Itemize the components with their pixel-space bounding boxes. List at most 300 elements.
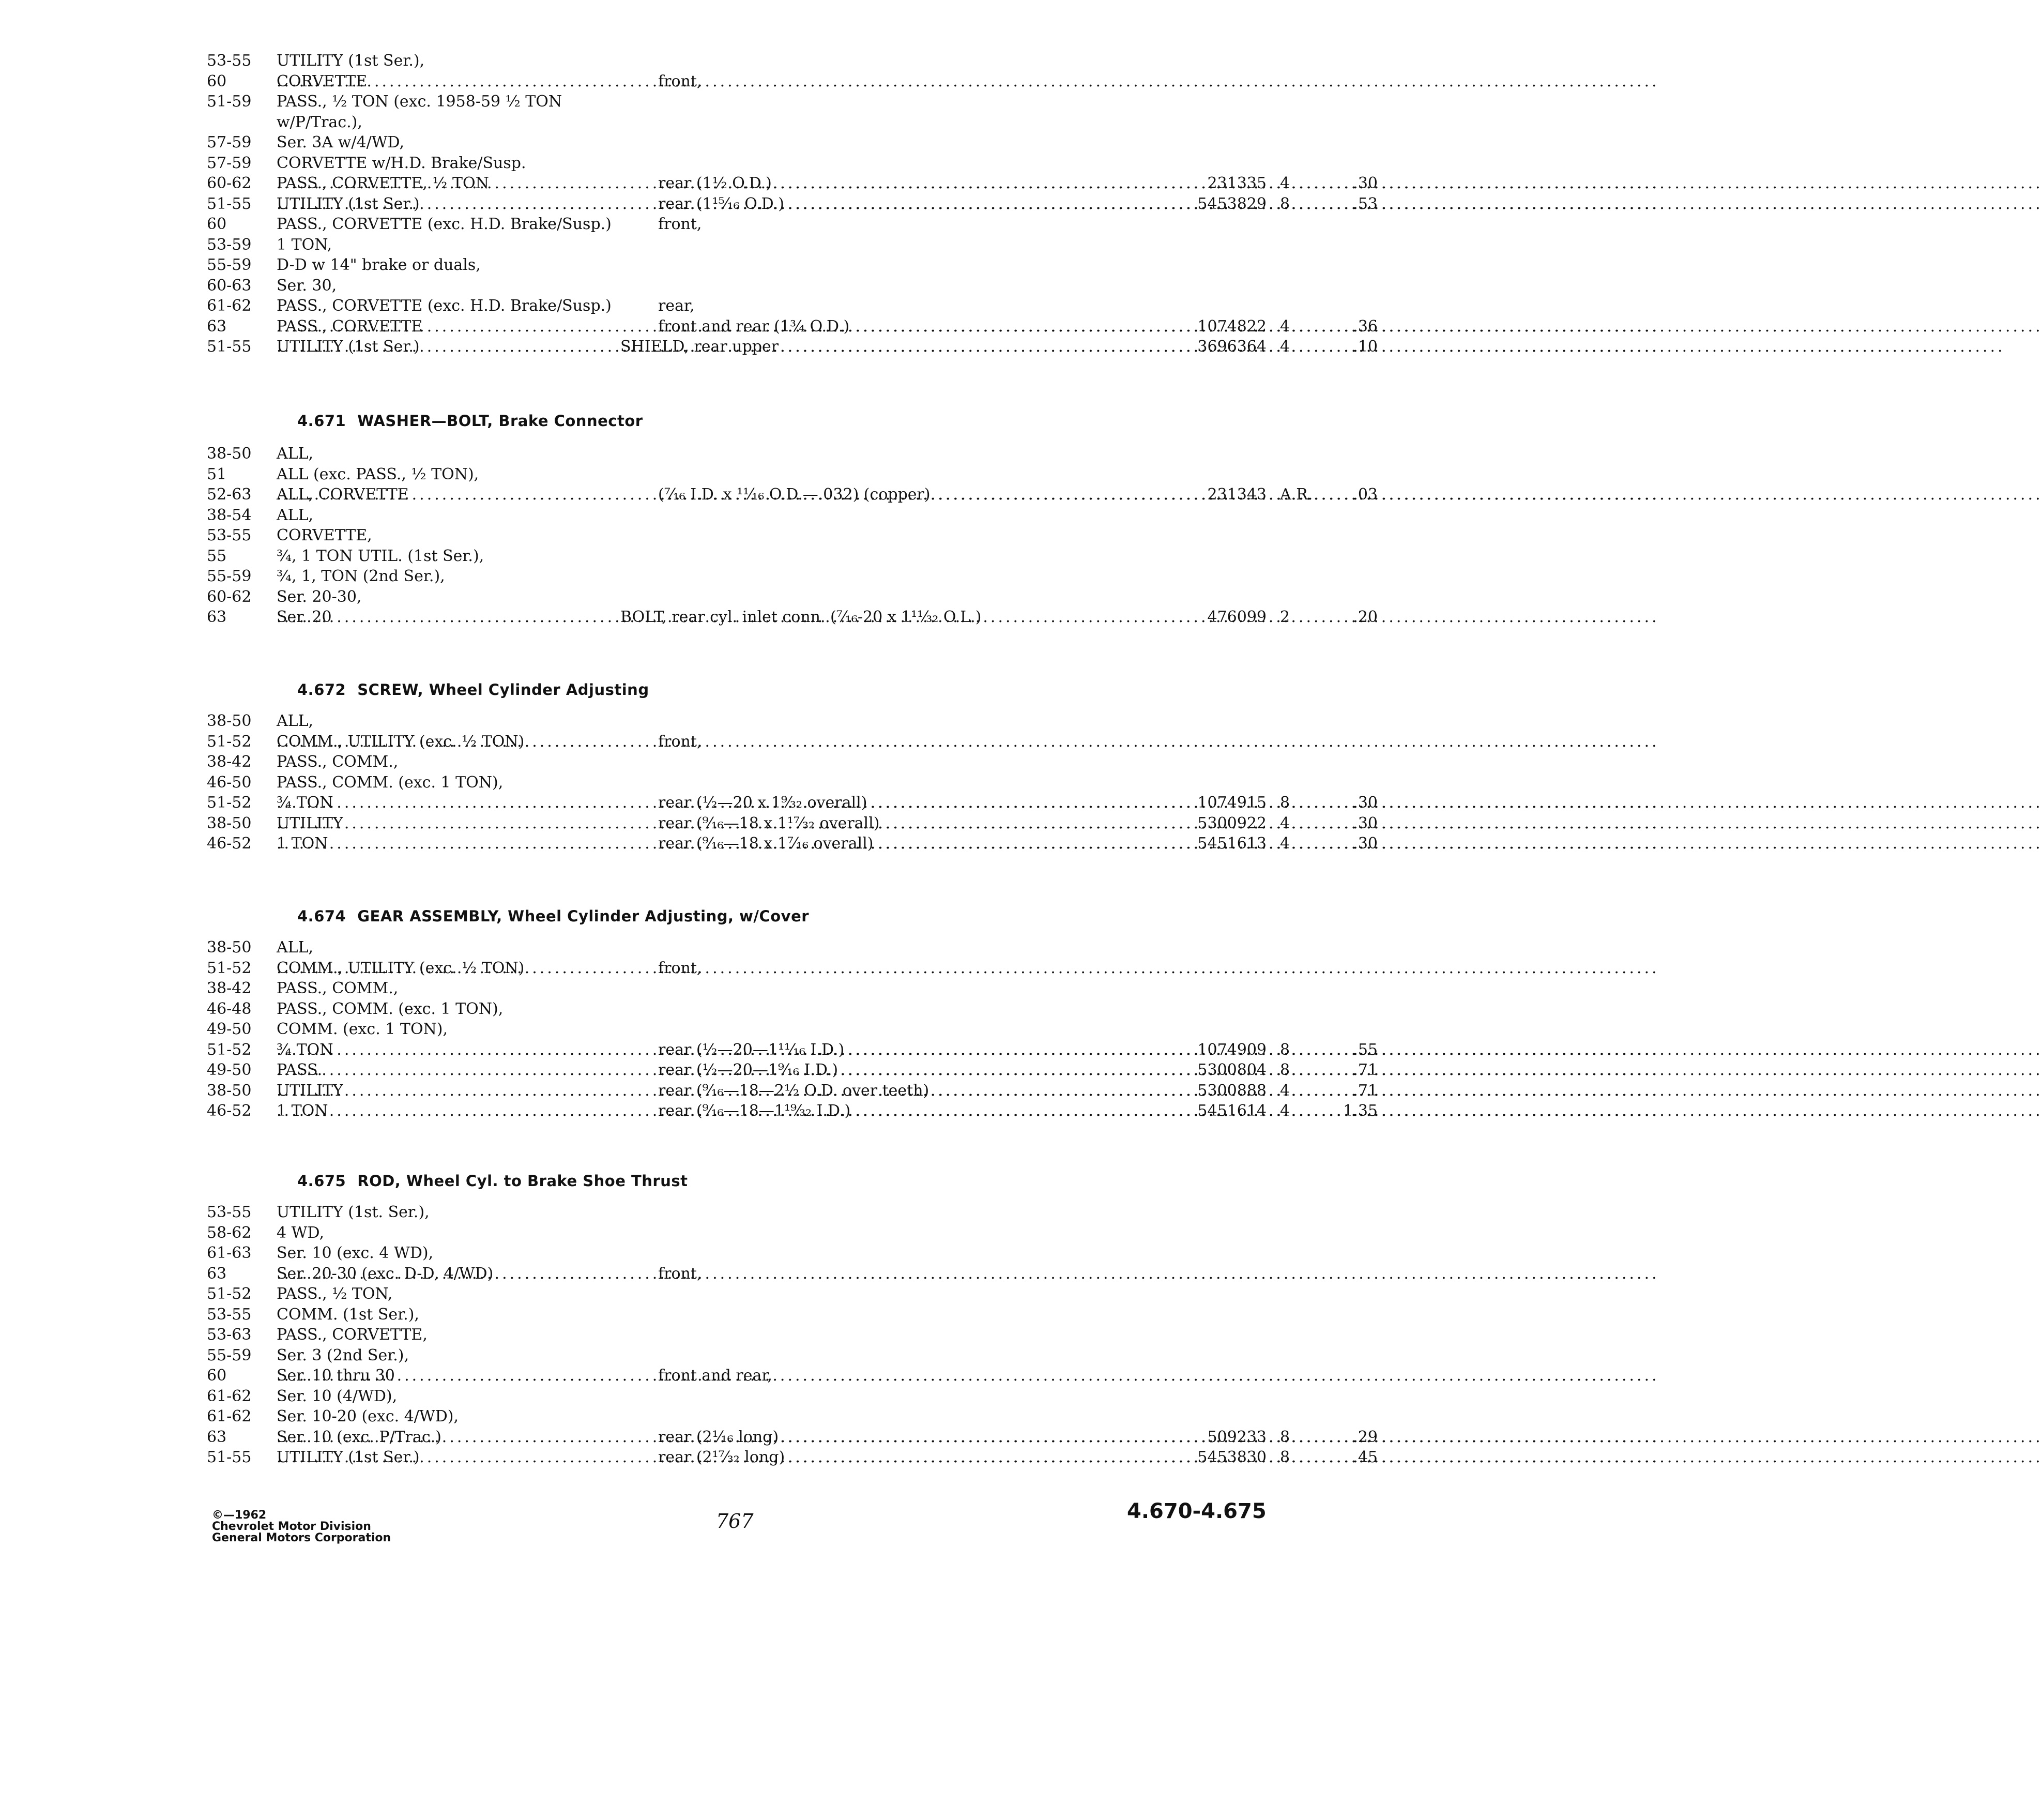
table-row [196, 793, 1378, 813]
model-cell [277, 525, 784, 546]
heading-title: WASHER—BOLT, Brake Connector [357, 412, 643, 430]
model-cell [277, 235, 784, 255]
model-text: Ser. 10 (exc. P/Trac.) [277, 1428, 441, 1446]
model-cell [277, 153, 784, 174]
description-text: rear (1¹⁵⁄₁₆ O.D.) [658, 194, 784, 213]
model-text: Ser. 20-30 (exc. D-D, 4/WD) [277, 1264, 494, 1283]
table-row [196, 444, 1179, 464]
description-cell [658, 958, 1090, 979]
year-range: 51-55 [207, 194, 252, 213]
year-range: 55-59 [207, 1346, 252, 1364]
description-cell [620, 337, 1090, 357]
model-text: CORVETTE, [277, 526, 372, 544]
year-range: 55 [207, 547, 227, 565]
price: .30 [1353, 794, 1378, 812]
quantity: 4 [1280, 338, 1290, 356]
part-number: 1074915 [1197, 794, 1267, 812]
quantity: 4 [1280, 317, 1290, 336]
year-range: 38-50 [207, 712, 252, 730]
description-text: front, [658, 72, 702, 90]
description-cell [658, 732, 1090, 752]
description-text: rear (⁹⁄₁₆—18—2½ O.D. over teeth) [658, 1081, 929, 1100]
model-cell [277, 587, 784, 608]
price: .20 [1353, 608, 1378, 626]
year-range: 60-62 [207, 174, 252, 192]
description-text: rear (1½ O.D.) [658, 174, 772, 192]
model-text: 1 TON [277, 835, 328, 853]
model-cell [277, 112, 784, 133]
model-text: PASS., CORVETTE, ½ TON [277, 174, 489, 192]
description-cell [658, 194, 1090, 215]
year-range: 60-63 [207, 276, 252, 295]
quantity: 4 [1280, 835, 1290, 853]
table-row [196, 937, 1179, 958]
model-cell [277, 937, 784, 958]
model-text: Ser. 30, [277, 276, 337, 295]
model-text: 4 WD, [277, 1223, 324, 1242]
table-row [196, 71, 1179, 92]
table-row [196, 132, 1179, 153]
table-row [196, 711, 1179, 732]
description-text: front, [658, 215, 702, 233]
price: .36 [1353, 317, 1378, 336]
table-row [196, 1345, 1179, 1366]
year-range: 52-63 [207, 486, 252, 504]
table-row [196, 1223, 1179, 1243]
description-text: rear (½—20 x 1⁹⁄₃₂ overall) [658, 794, 867, 812]
quantity: 8 [1280, 1061, 1290, 1079]
model-text: UTILITY (1st. Ser.), [277, 1203, 430, 1221]
table-row [196, 999, 1179, 1020]
table-row [196, 316, 1378, 337]
year-range: 38-42 [207, 753, 252, 771]
copyright-block [212, 1510, 391, 1544]
price: 1.35 [1343, 1102, 1378, 1120]
price: .30 [1353, 835, 1378, 853]
part-number: 5451614 [1197, 1102, 1267, 1120]
year-range: 46-52 [207, 835, 252, 853]
table-row [196, 607, 1378, 628]
table-row [196, 1081, 1378, 1101]
model-text: COMM. (1st Ser.), [277, 1305, 419, 1324]
table-row [196, 546, 1179, 567]
description-text: rear (⁹⁄₁₆—18—1¹⁹⁄₃₂ I.D.) [658, 1102, 851, 1120]
year-range: 63 [207, 1264, 227, 1283]
price: .71 [1353, 1081, 1378, 1100]
description-cell [658, 1040, 1090, 1060]
description-cell [658, 1081, 1090, 1101]
description-text: rear (2¹⁄₁₆ long) [658, 1428, 779, 1446]
description-text: rear (½—20—1⁹⁄₁₆ I.D.) [658, 1061, 838, 1079]
model-text: ALL, [277, 445, 314, 463]
description-cell [658, 214, 1090, 235]
description-cell [658, 71, 1090, 92]
price: .55 [1353, 1040, 1378, 1059]
part-number: 5300804 [1197, 1061, 1267, 1079]
year-range: 57-59 [207, 133, 252, 151]
model-cell [277, 546, 784, 567]
year-range: 38-50 [207, 1081, 252, 1100]
year-range: 63 [207, 1428, 227, 1446]
model-cell [277, 505, 784, 526]
model-cell [277, 1019, 784, 1040]
year-range: 51-52 [207, 959, 252, 977]
table-row [196, 833, 1378, 854]
description-cell [658, 173, 1090, 194]
part-number: 1074822 [1197, 317, 1267, 336]
table-row [196, 1305, 1179, 1325]
model-text: PASS., ½ TON, [277, 1285, 393, 1303]
description-cell [658, 833, 1090, 854]
heading-number: 4.671 [297, 412, 346, 430]
model-text: PASS., CORVETTE (exc. H.D. Brake/Susp.) [277, 215, 612, 233]
table-row [196, 214, 1179, 235]
quantity: 8 [1280, 194, 1290, 213]
description-cell [658, 296, 1090, 316]
price: .29 [1353, 1428, 1378, 1446]
table-row [196, 92, 1179, 112]
year-range: 53-55 [207, 52, 252, 70]
model-text: ALL, [277, 712, 314, 730]
model-text: ALL, [277, 938, 314, 957]
part-number: 5300888 [1197, 1081, 1267, 1100]
description-cell [658, 793, 1090, 813]
description-text: rear, [658, 297, 695, 315]
year-range: 51-52 [207, 794, 252, 812]
year-range: 61-62 [207, 1407, 252, 1425]
year-range: 38-42 [207, 979, 252, 997]
table-row [196, 1325, 1179, 1345]
quantity: 8 [1280, 1428, 1290, 1446]
table-row [196, 587, 1179, 608]
price: .45 [1353, 1448, 1378, 1466]
year-range: 51-55 [207, 1448, 252, 1466]
quantity: 4 [1280, 1102, 1290, 1120]
model-text: ALL, [277, 506, 314, 524]
description-cell [658, 484, 1090, 505]
model-text: CORVETTE w/H.D. Brake/Susp. [277, 154, 526, 172]
model-text: PASS., COMM. (exc. 1 TON), [277, 773, 504, 792]
part-number: 231335 [1207, 174, 1267, 192]
quantity: 8 [1280, 794, 1290, 812]
quantity: 4 [1280, 814, 1290, 832]
table-row [196, 296, 1179, 316]
table-row [196, 464, 1179, 485]
year-range: 60-62 [207, 587, 252, 606]
model-text: PASS., CORVETTE (exc. H.D. Brake/Susp.) [277, 297, 612, 315]
table-row [196, 1386, 1179, 1407]
model-cell [277, 1406, 784, 1427]
year-range: 53-55 [207, 526, 252, 544]
model-text: Ser. 10 thru 30 [277, 1367, 395, 1385]
model-text: Ser. 10 (4/WD), [277, 1387, 398, 1405]
year-range: 53-55 [207, 1203, 252, 1221]
table-row [196, 1427, 1378, 1448]
model-cell [277, 1243, 784, 1264]
description-cell [658, 1101, 1090, 1121]
model-text: ¾, 1 TON UTIL. (1st Ser.), [277, 547, 484, 565]
part-number: 5453829 [1197, 194, 1267, 213]
year-range: 63 [207, 317, 227, 336]
price: .71 [1353, 1061, 1378, 1079]
model-text: UTILITY (1st Ser.) [277, 1448, 420, 1466]
price: .53 [1353, 194, 1378, 213]
section-4-671 [196, 444, 1378, 628]
section-range: 4.670-4.675 [1127, 1499, 1267, 1523]
heading-number: 4.672 [297, 681, 346, 699]
table-row [196, 1202, 1179, 1223]
description-text: rear (½—20—1¹¹⁄₁₆ I.D.) [658, 1040, 845, 1059]
description-text: rear (⁹⁄₁₆—18 x 1¹⁷⁄₃₂ overall) [658, 814, 880, 832]
year-range: 60 [207, 215, 227, 233]
section-heading-4-674 [297, 907, 809, 925]
model-cell [277, 255, 784, 276]
table-row [196, 958, 1179, 979]
description-cell [658, 1427, 1090, 1448]
section-4-670 [196, 51, 1378, 357]
table-row [196, 1243, 1179, 1264]
model-text: UTILITY (1st Ser.), [277, 52, 425, 70]
model-text: PASS., COMM. (exc. 1 TON), [277, 999, 504, 1018]
model-cell [277, 92, 784, 112]
section-4-675 [196, 1202, 1378, 1468]
quantity: 4 [1280, 174, 1290, 192]
year-range: 63 [207, 608, 227, 626]
model-text: ¾ TON [277, 1040, 333, 1059]
year-range: 55-59 [207, 567, 252, 585]
model-text: w/P/Trac.), [277, 113, 362, 131]
year-range: 60 [207, 1367, 227, 1385]
year-range: 46-52 [207, 1102, 252, 1120]
year-range: 53-55 [207, 1305, 252, 1324]
year-range: 46-48 [207, 999, 252, 1018]
section-heading-4-671 [297, 412, 643, 430]
table-row [196, 112, 1179, 133]
description-cell [658, 1366, 1090, 1386]
model-text: 1 TON, [277, 235, 332, 254]
table-row [196, 194, 1378, 215]
model-cell [277, 1386, 784, 1407]
model-text: D-D w 14" brake or duals, [277, 256, 481, 274]
table-row [196, 51, 1179, 71]
quantity: 8 [1280, 1040, 1290, 1059]
model-cell [277, 1325, 784, 1345]
model-text: PASS., ½ TON (exc. 1958-59 ½ TON [277, 93, 562, 111]
page-number: 767 [716, 1510, 754, 1533]
price: .30 [1353, 174, 1378, 192]
description-text: front, [658, 732, 702, 751]
part-number: 231343 [1207, 486, 1267, 504]
copyright-year: ©—1962 [212, 1509, 267, 1522]
model-cell [277, 1202, 784, 1223]
year-range: 61-62 [207, 297, 252, 315]
table-row [196, 505, 1179, 526]
description-cell [658, 1447, 1090, 1468]
model-cell [277, 444, 784, 464]
model-cell [277, 1284, 784, 1305]
model-text: ¾ TON [277, 794, 333, 812]
quantity: 4 [1280, 1081, 1290, 1100]
price: .30 [1353, 814, 1378, 832]
model-cell [277, 51, 784, 71]
description-cell [658, 813, 1090, 834]
year-range: 46-50 [207, 773, 252, 792]
part-number: 1074909 [1197, 1040, 1267, 1059]
table-row [196, 235, 1179, 255]
part-number: 509233 [1207, 1428, 1267, 1446]
description-text: SHIELD, rear upper [620, 338, 779, 356]
year-range: 38-50 [207, 938, 252, 957]
quantity: 2 [1280, 608, 1290, 626]
table-row [196, 1447, 1378, 1468]
model-cell [277, 978, 784, 999]
year-range: 61-62 [207, 1387, 252, 1405]
table-row [196, 772, 1179, 793]
heading-title: GEAR ASSEMBLY, Wheel Cylinder Adjusting, w/Cover [357, 907, 810, 925]
table-row [196, 1264, 1179, 1284]
year-range: 51-52 [207, 1285, 252, 1303]
model-text: PASS., CORVETTE, [277, 1326, 428, 1344]
part-number: 476099 [1207, 608, 1267, 626]
table-row [196, 1040, 1378, 1060]
table-row [196, 566, 1179, 587]
description-text: (⁷⁄₁₆ I.D. x ¹¹⁄₁₆ O.D.—.032) (copper) [658, 486, 931, 504]
table-row [196, 1366, 1179, 1386]
year-range: 49-50 [207, 1020, 252, 1038]
heading-number: 4.674 [297, 907, 346, 925]
copyright-corporation: General Motors Corporation [212, 1531, 391, 1544]
description-text: front, [658, 1264, 702, 1283]
part-number: 5300922 [1197, 814, 1267, 832]
model-text: Ser. 3A w/4/WD, [277, 133, 405, 151]
year-range: 51-52 [207, 732, 252, 751]
description-cell [658, 1060, 1090, 1081]
table-row [196, 978, 1179, 999]
model-cell [277, 566, 784, 587]
table-row [196, 525, 1179, 546]
year-range: 38-50 [207, 814, 252, 832]
model-text: PASS. [277, 1061, 323, 1079]
section-heading-4-672 [297, 681, 649, 699]
model-text: PASS., CORVETTE [277, 317, 423, 336]
description-cell [658, 316, 1090, 337]
price: .10 [1353, 338, 1378, 356]
year-range: 38-50 [207, 445, 252, 463]
table-row [196, 1406, 1179, 1427]
model-cell [277, 276, 784, 296]
model-cell [277, 752, 784, 772]
table-row [196, 1060, 1378, 1081]
model-cell [277, 1305, 784, 1325]
part-number: 5451613 [1197, 835, 1267, 853]
model-text: UTILITY (1st Ser.) [277, 194, 420, 213]
model-cell [277, 711, 784, 732]
model-text: Ser. 20-30, [277, 587, 362, 606]
quantity: A.R. [1280, 486, 1313, 504]
quantity: 8 [1280, 1448, 1290, 1466]
model-text: PASS., COMM., [277, 753, 399, 771]
heading-title: SCREW, Wheel Cylinder Adjusting [357, 681, 649, 699]
year-range: 51-59 [207, 93, 252, 111]
model-cell [277, 1223, 784, 1243]
year-range: 49-50 [207, 1061, 252, 1079]
description-text: front and rear (1¾ O.D.) [658, 317, 850, 336]
description-text: front and rear, [658, 1367, 772, 1385]
model-text: Ser. 3 (2nd Ser.), [277, 1346, 409, 1364]
model-cell [277, 464, 784, 485]
model-text: ALL (exc. PASS., ½ TON), [277, 465, 479, 483]
year-range: 38-54 [207, 506, 252, 524]
model-cell [277, 999, 784, 1020]
description-text: BOLT, rear cyl. inlet conn. (⁷⁄₁₆-20 x 1¹¹⁄₃₂ O.L.) [620, 608, 982, 626]
description-text: rear (⁹⁄₁₆—18 x 1⁷⁄₁₆ overall) [658, 835, 874, 853]
copyright-division: Chevrolet Motor Division [212, 1520, 371, 1533]
table-row [196, 1101, 1378, 1121]
year-range: 51-52 [207, 1040, 252, 1059]
heading-title: ROD, Wheel Cyl. to Brake Shoe Thrust [357, 1172, 688, 1190]
model-cell [277, 1345, 784, 1366]
table-row [196, 276, 1179, 296]
model-text: UTILITY [277, 814, 343, 832]
model-text: COMM. (exc. 1 TON), [277, 1020, 448, 1038]
year-range: 53-59 [207, 235, 252, 254]
year-range: 58-62 [207, 1223, 252, 1242]
description-text: front, [658, 959, 702, 977]
model-text: Ser. 10 (exc. 4 WD), [277, 1244, 434, 1262]
description-cell [620, 607, 1090, 628]
section-4-672 [196, 711, 1378, 854]
table-row [196, 255, 1179, 276]
part-number: 5453830 [1197, 1448, 1267, 1466]
year-range: 60 [207, 72, 227, 90]
year-range: 51 [207, 465, 227, 483]
model-cell [277, 772, 784, 793]
table-row [196, 813, 1378, 834]
model-text: 1 TON [277, 1102, 328, 1120]
section-heading-4-675 [297, 1172, 688, 1190]
price: .03 [1353, 486, 1378, 504]
model-text: Ser. 20 [277, 608, 332, 626]
section-4-674 [196, 937, 1378, 1121]
table-row [196, 173, 1378, 194]
table-row [196, 337, 1378, 357]
heading-number: 4.675 [297, 1172, 346, 1190]
model-text: UTILITY (1st Ser.) [277, 338, 420, 356]
table-row [196, 752, 1179, 772]
table-row [196, 484, 1378, 505]
model-text: Ser. 10-20 (exc. 4/WD), [277, 1407, 459, 1425]
year-range: 55-59 [207, 256, 252, 274]
table-row [196, 153, 1179, 174]
year-range: 57-59 [207, 154, 252, 172]
model-text: COMM., UTILITY (exc. ½ TON) [277, 732, 525, 751]
description-text: rear (2¹⁷⁄₃₂ long) [658, 1448, 785, 1466]
model-text: COMM., UTILITY (exc. ½ TON) [277, 959, 525, 977]
year-range: 51-55 [207, 338, 252, 356]
table-row [196, 1284, 1179, 1305]
model-text: PASS., COMM., [277, 979, 399, 997]
model-text: ¾, 1, TON (2nd Ser.), [277, 567, 445, 585]
description-cell [658, 1264, 1090, 1284]
table-row [196, 732, 1179, 752]
model-cell [277, 132, 784, 153]
year-range: 61-63 [207, 1244, 252, 1262]
model-text: CORVETTE [277, 72, 368, 90]
part-number: 3696364 [1197, 338, 1267, 356]
table-row [196, 1019, 1179, 1040]
model-text: ALL, CORVETTE [277, 486, 409, 504]
model-text: UTILITY [277, 1081, 343, 1100]
